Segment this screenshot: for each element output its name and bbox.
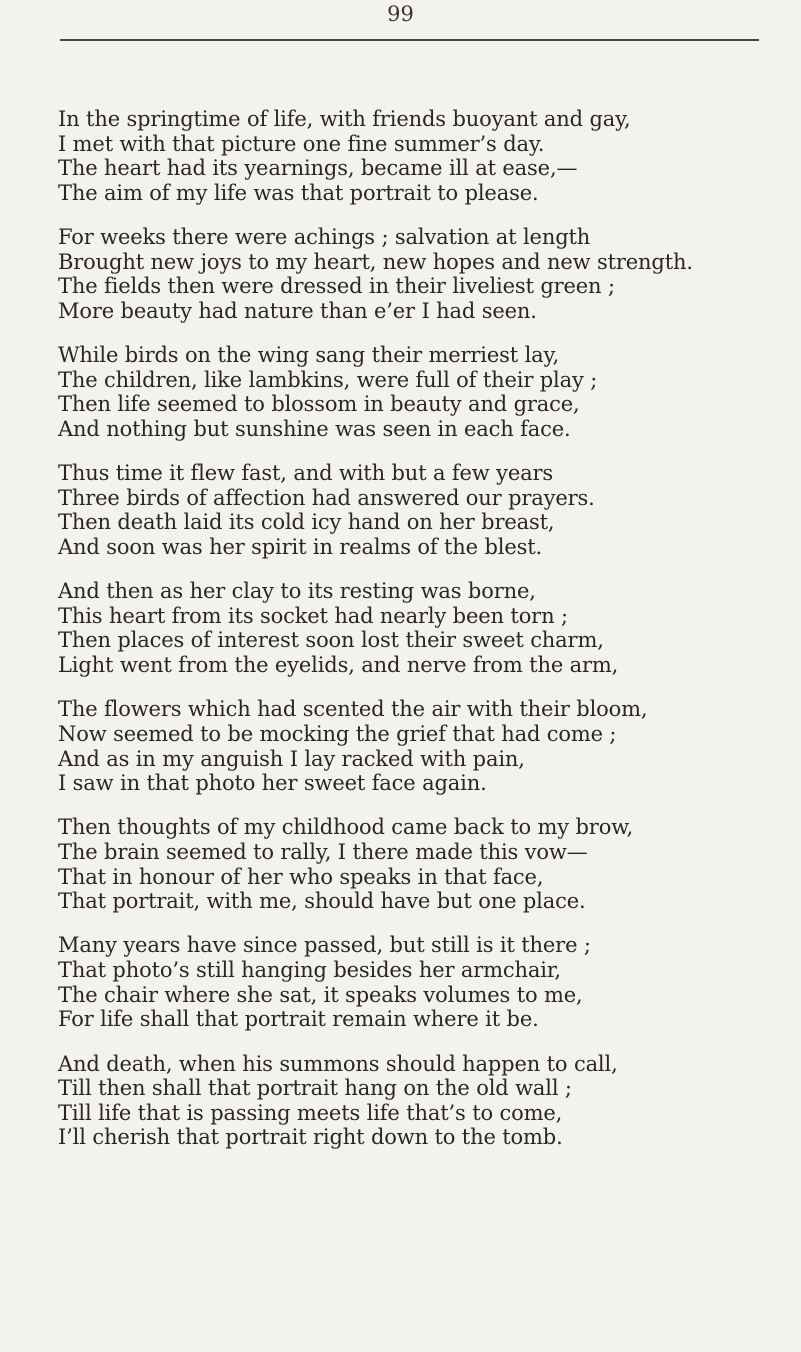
stanza-7 — [58, 815, 778, 913]
stanza-9 — [58, 1052, 778, 1150]
poem-line: In the springtime of life, with friends buoyant and gay, — [58, 107, 631, 131]
poem-line: For life shall that portrait remain where it be. — [58, 1007, 539, 1032]
poem-line: That in honour of her who speaks in that face, — [58, 864, 544, 889]
poem-line: The brain seemed to rally, I there made this vow— — [58, 839, 588, 864]
poem-line: The fields then were dressed in their liveliest green ; — [58, 274, 615, 299]
poem-line: While birds on the wing sang their merriest lay, — [58, 343, 559, 368]
stanza-1 — [58, 107, 778, 205]
poem-line: I saw in that photo her sweet face again. — [58, 771, 487, 796]
poem-line: More beauty had nature than e’er I had seen. — [58, 298, 537, 323]
poem-line: I’ll cherish that portrait right down to the tomb. — [58, 1125, 563, 1150]
stanza-4 — [58, 461, 778, 559]
poem-line: Thus time it flew fast, and with but a few years — [58, 461, 553, 486]
poem — [58, 107, 778, 1170]
poem-line: Then places of interest soon lost their sweet charm, — [58, 628, 604, 653]
header-rule — [60, 39, 759, 41]
poem-line: And nothing but sunshine was seen in each face. — [58, 416, 571, 441]
poem-line: Many years have since passed, but still is it there ; — [58, 933, 591, 958]
stanza-5 — [58, 579, 778, 677]
poem-line: For weeks there were achings ; salvation at length — [58, 225, 591, 250]
poem-line: And as in my anguish I lay racked with pain, — [58, 746, 525, 771]
poem-line: That portrait, with me, should have but one place. — [58, 889, 586, 914]
poem-line: And death, when his summons should happen to call, — [58, 1051, 618, 1076]
poem-line: The flowers which had scented the air with their bloom, — [58, 697, 648, 722]
poem-line: The chair where she sat, it speaks volumes to me, — [58, 982, 583, 1007]
stanza-2 — [58, 225, 778, 323]
poem-line: The heart had its yearnings, became ill at ease,— — [58, 156, 578, 181]
poem-line: Till life that is passing meets life that’s to come, — [58, 1100, 563, 1125]
poem-line: Then life seemed to blossom in beauty and grace, — [58, 392, 580, 417]
poem-line: Then thoughts of my childhood came back to my brow, — [58, 815, 634, 840]
poem-line: And soon was her spirit in realms of the blest. — [58, 534, 543, 559]
poem-line: Till then shall that portrait hang on the old wall ; — [58, 1076, 572, 1101]
stanza-8 — [58, 933, 778, 1031]
poem-line: I met with that picture one fine summer’s day. — [58, 131, 545, 156]
poem-line: And then as her clay to its resting was borne, — [58, 579, 536, 604]
poem-line: The children, like lambkins, were full of their play ; — [58, 367, 598, 392]
poem-line: Then death laid its cold icy hand on her breast, — [58, 510, 555, 535]
poem-line: Now seemed to be mocking the grief that had come ; — [58, 721, 617, 746]
poem-line: This heart from its socket had nearly been torn ; — [58, 603, 568, 628]
poem-line: The aim of my life was that portrait to please. — [58, 180, 539, 205]
stanza-6 — [58, 697, 778, 795]
poem-line: Brought new joys to my heart, new hopes and new strength. — [58, 249, 693, 274]
poem-line: Three birds of affection had answered our prayers. — [58, 485, 595, 510]
poem-line: That photo’s still hanging besides her armchair, — [58, 958, 561, 983]
poem-line: Light went from the eyelids, and nerve from the arm, — [58, 653, 619, 678]
stanza-3 — [58, 343, 778, 441]
page-number: 99 — [387, 2, 414, 26]
